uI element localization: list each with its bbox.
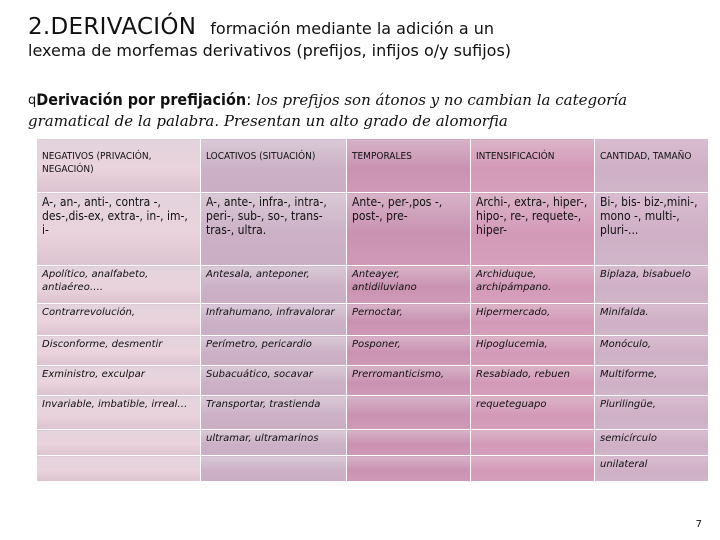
example-cell: Transportar, trastienda <box>201 396 347 430</box>
example-cell: Antesala, anteponer, <box>201 266 347 304</box>
example-cell <box>471 456 595 482</box>
table-header-row <box>37 139 709 193</box>
prefix-row <box>37 193 709 266</box>
example-cell: Multiforme, <box>595 366 709 396</box>
prefix-table-grid <box>36 138 709 482</box>
example-cell: ultramar, ultramarinos <box>201 430 347 456</box>
title-description: formación mediante la adición a un <box>210 19 495 38</box>
header-cell: NEGATIVOS (PRIVACIÓN, NEGACIÓN) <box>37 139 201 193</box>
prefix-cell: Bi-, bis- biz-,mini-, mono -, multi-, pluri-... <box>595 193 709 266</box>
bullet-heading: Derivación por prefijación <box>36 90 247 109</box>
example-cell: Pernoctar, <box>347 304 471 336</box>
example-cell: requeteguapo <box>471 396 595 430</box>
prefix-table <box>36 138 708 502</box>
example-cell: Invariable, imbatible, irreal… <box>37 396 201 430</box>
example-cell: Prerromanticismo, <box>347 366 471 396</box>
header-cell: CANTIDAD, TAMAÑO <box>595 139 709 193</box>
table-row <box>37 304 709 336</box>
example-cell <box>37 430 201 456</box>
example-cell: Resabiado, rebuen <box>471 366 595 396</box>
prefix-cell: A-, an-, anti-, contra -, des-,dis-ex, extra-, in-, im-, i- <box>37 193 201 266</box>
bullet-icon: q <box>28 93 37 108</box>
example-cell: Posponer, <box>347 336 471 366</box>
header-cell: TEMPORALES <box>347 139 471 193</box>
slide-subtitle: lexema de morfemas derivativos (prefijos, infijos o/y sufijos) <box>28 41 512 60</box>
example-cell: Infrahumano, infravalorar <box>201 304 347 336</box>
table-row <box>37 366 709 396</box>
example-cell: Anteayer, antidiluviano <box>347 266 471 304</box>
example-cell: Hipoglucemia, <box>471 336 595 366</box>
prefix-cell: Ante-, per-,pos -, post-, pre- <box>347 193 471 266</box>
bullet-colon: : <box>246 90 252 109</box>
example-cell: unilateral <box>595 456 709 482</box>
title-line <box>28 14 708 40</box>
table-row <box>37 396 709 430</box>
example-cell: semicírculo <box>595 430 709 456</box>
prefix-cell: A-, ante-, infra-, intra-, peri-, sub-, so-, trans-tras-, ultra. <box>201 193 347 266</box>
bullet-paragraph <box>28 90 708 131</box>
table-row <box>37 456 709 482</box>
example-cell: Hipermercado, <box>471 304 595 336</box>
example-cell <box>347 396 471 430</box>
page-number: 7 <box>695 519 702 530</box>
header-cell: INTENSIFICACIÓN <box>471 139 595 193</box>
example-cell: Disconforme, desmentir <box>37 336 201 366</box>
table-row <box>37 430 709 456</box>
example-cell <box>347 456 471 482</box>
table-row <box>37 266 709 304</box>
example-cell: Minifalda. <box>595 304 709 336</box>
example-cell: Apolítico, analfabeto, antiaéreo…. <box>37 266 201 304</box>
slide-title: 2.DERIVACIÓN <box>28 14 197 40</box>
example-cell: Monóculo, <box>595 336 709 366</box>
example-cell: Archiduque, archipámpano. <box>471 266 595 304</box>
example-cell: Contrarrevolución, <box>37 304 201 336</box>
bullet-text: los prefijos son átonos y no cambian la categoría gramatical de la palabra. Presentan un alto grado de alomorfia <box>28 91 628 130</box>
example-cell: Subacuático, socavar <box>201 366 347 396</box>
example-cell <box>201 456 347 482</box>
example-cell: Exministro, exculpar <box>37 366 201 396</box>
example-cell: Biplaza, bisabuelo <box>595 266 709 304</box>
example-cell: Plurilingüe, <box>595 396 709 430</box>
slide-header <box>28 14 708 60</box>
header-cell: LOCATIVOS (SITUACIÓN) <box>201 139 347 193</box>
example-cell <box>347 430 471 456</box>
prefix-cell: Archi-, extra-, hiper-, hipo-, re-, requete-, hiper- <box>471 193 595 266</box>
example-cell: Perímetro, pericardio <box>201 336 347 366</box>
table-row <box>37 336 709 366</box>
example-cell <box>471 430 595 456</box>
example-cell <box>37 456 201 482</box>
